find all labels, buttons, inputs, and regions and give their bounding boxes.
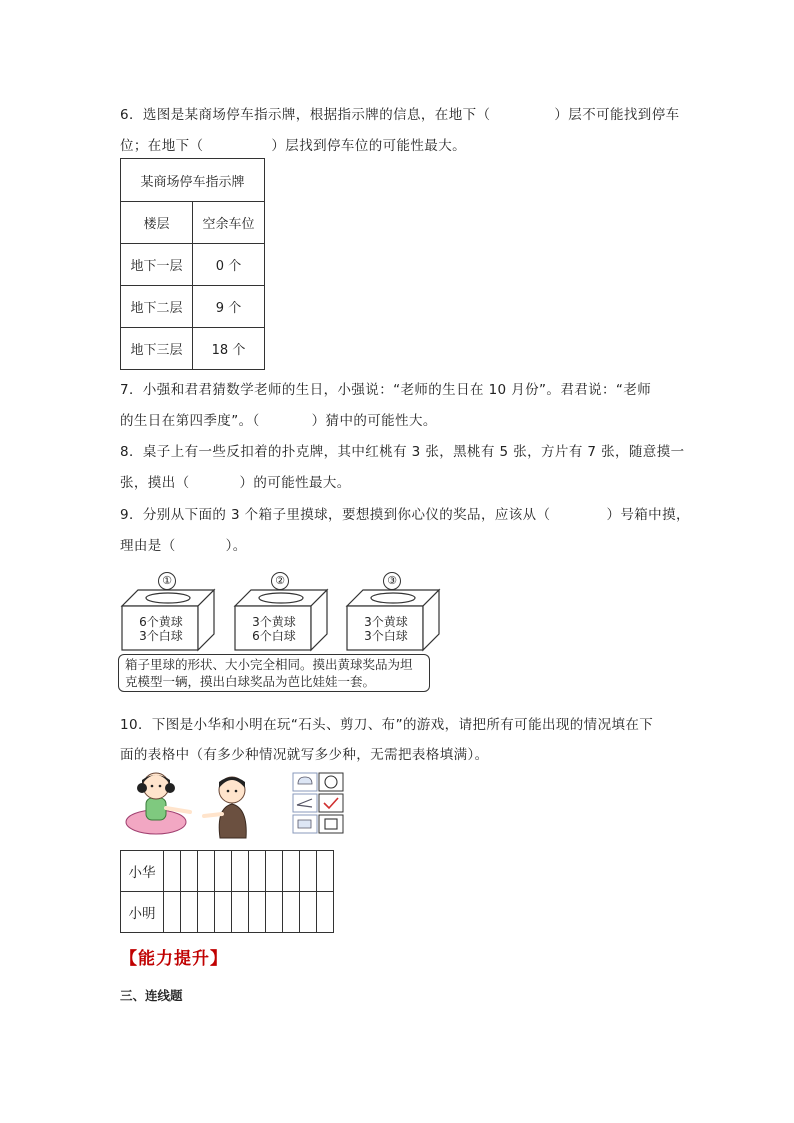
- answer-cell[interactable]: [266, 851, 283, 892]
- q7-line1: 7．小强和君君猜数学老师的生日，小强说：“老师的生日在 10 月份”。君君说：“老师: [120, 382, 652, 398]
- q8-text-a: 张，摸出（: [120, 475, 190, 491]
- box-rules-note: [118, 654, 430, 692]
- box-white-count: 3个白球: [139, 629, 183, 643]
- q8-line2: [120, 471, 351, 491]
- answer-cell[interactable]: [249, 851, 266, 892]
- answer-cell[interactable]: [198, 851, 215, 892]
- q7-line2: [120, 409, 437, 429]
- q6-text-c: 位；在地下（: [120, 138, 204, 154]
- box-number: ②: [271, 572, 289, 590]
- box-number: ①: [158, 572, 176, 590]
- box-contents: [249, 615, 299, 643]
- answer-cell[interactable]: [266, 892, 283, 933]
- spots-cell: 18 个: [193, 328, 265, 370]
- section-subtitle: 三、连线题: [120, 988, 183, 1003]
- spots-cell: 0 个: [193, 244, 265, 286]
- box-3: [345, 572, 441, 652]
- table-row: [121, 851, 334, 892]
- box-yellow-count: 3个黄球: [252, 615, 296, 629]
- q6-text-b: ）层不可能找到停车: [554, 107, 680, 123]
- q10-line1: 10．下图是小华和小明在玩“石头、剪刀、布”的游戏，请把所有可能出现的情况填在下: [120, 717, 654, 733]
- q6-line1: [120, 103, 680, 123]
- q6-text-d: ）层找到停车位的可能性最大。: [271, 138, 467, 154]
- box-white-count: 3个白球: [364, 629, 408, 643]
- answer-cell[interactable]: [317, 892, 334, 933]
- rps-record-table: [120, 850, 334, 933]
- answer-cell[interactable]: [232, 892, 249, 933]
- header-floor: 楼层: [121, 202, 193, 244]
- rps-legend: [292, 772, 348, 834]
- row-label-xiaoming: 小明: [121, 892, 164, 933]
- note-line-1: 箱子里球的形状、大小完全相同。摸出黄球奖品为坦: [125, 657, 413, 672]
- q6-text-a: 6．选图是某商场停车指示牌，根据指示牌的信息，在地下（: [120, 107, 491, 123]
- box-1: [120, 572, 216, 652]
- table-row: [121, 286, 265, 328]
- spots-cell: 9 个: [193, 286, 265, 328]
- box-yellow-count: 6个黄球: [139, 615, 183, 629]
- answer-cell[interactable]: [215, 851, 232, 892]
- box-white-count: 6个白球: [252, 629, 296, 643]
- box-number: ③: [383, 572, 401, 590]
- parking-sign-title: 某商场停车指示牌: [121, 159, 265, 202]
- answer-cell[interactable]: [181, 892, 198, 933]
- box-2: [233, 572, 329, 652]
- q9-text-b: ）号箱中摸，: [606, 507, 690, 523]
- floor-cell: 地下三层: [121, 328, 193, 370]
- q8-line1: 8．桌子上有一些反扣着的扑克牌，其中红桃有 3 张，黑桃有 5 张，方片有 7 张，随意摸一: [120, 444, 685, 460]
- answer-cell[interactable]: [300, 851, 317, 892]
- box-yellow-count: 3个黄球: [364, 615, 408, 629]
- q9-line1: [120, 503, 690, 523]
- row-label-xiaohua: 小华: [121, 851, 164, 892]
- header-spots: 空余车位: [193, 202, 265, 244]
- children-playing-illustration: [120, 768, 280, 846]
- note-line-2: 克模型一辆，摸出白球奖品为芭比娃娃一套。: [125, 674, 376, 689]
- box-contents: [136, 615, 186, 643]
- q10-line2: 面的表格中（有多少种情况就写多少种，无需把表格填满）。: [120, 747, 489, 763]
- table-row: [121, 892, 334, 933]
- q9-line2: [120, 534, 247, 554]
- parking-sign-table: [120, 158, 265, 370]
- answer-cell[interactable]: [181, 851, 198, 892]
- q7-text-a: 的生日在第四季度”。（: [120, 413, 260, 429]
- table-row: [121, 328, 265, 370]
- answer-cell[interactable]: [215, 892, 232, 933]
- q8-text-b: ）的可能性最大。: [239, 475, 351, 491]
- answer-cell[interactable]: [164, 892, 181, 933]
- q9-text-c: 理由是（: [120, 538, 176, 554]
- answer-cell[interactable]: [283, 851, 300, 892]
- answer-cell[interactable]: [300, 892, 317, 933]
- answer-cell[interactable]: [232, 851, 249, 892]
- box-contents: [361, 615, 411, 643]
- floor-cell: 地下一层: [121, 244, 193, 286]
- floor-cell: 地下二层: [121, 286, 193, 328]
- answer-cell[interactable]: [198, 892, 215, 933]
- answer-cell[interactable]: [164, 851, 181, 892]
- answer-cell[interactable]: [283, 892, 300, 933]
- q9-text-a: 9．分别从下面的 3 个箱子里摸球，要想摸到你心仪的奖品，应该从（: [120, 507, 551, 523]
- q6-line2: [120, 134, 466, 154]
- section-title: 【能力提升】: [120, 949, 228, 969]
- table-row: [121, 244, 265, 286]
- q9-text-d: ）。: [225, 538, 247, 554]
- answer-cell[interactable]: [317, 851, 334, 892]
- answer-cell[interactable]: [249, 892, 266, 933]
- q7-text-b: ）猜中的可能性大。: [311, 413, 437, 429]
